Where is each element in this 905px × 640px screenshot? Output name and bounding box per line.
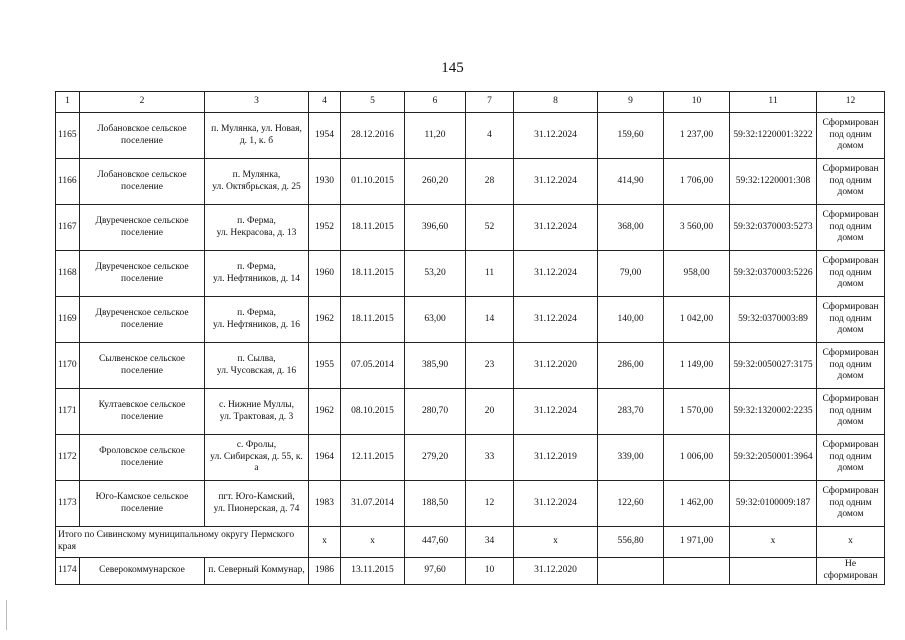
year-cell: 1952 — [309, 205, 341, 251]
row-number: 1172 — [56, 435, 80, 481]
row-number: 1174 — [56, 558, 80, 585]
row-number: 1166 — [56, 159, 80, 205]
area-cell: 280,70 — [405, 389, 466, 435]
value-col9-cell: 414,90 — [598, 159, 664, 205]
cadastral-number-cell: 59:32:1220001:3222 — [730, 113, 817, 159]
column-number: 12 — [817, 92, 885, 113]
cadastral-number-cell: 59:32:1320002:2235 — [730, 389, 817, 435]
address-cell: п. Мулянка, ул. Октябрьская, д. 25 — [205, 159, 309, 205]
date-cell: 13.11.2015 — [341, 558, 405, 585]
address-cell: п. Ферма, ул. Нефтяников, д. 16 — [205, 297, 309, 343]
area-cell: 97,60 — [405, 558, 466, 585]
cadastral-number-cell: 59:32:0370003:89 — [730, 297, 817, 343]
area-cell: 260,20 — [405, 159, 466, 205]
area-cell: 188,50 — [405, 481, 466, 527]
housing-registry-table — [55, 91, 885, 585]
residents-cell: 33 — [466, 435, 514, 481]
date-cell: 18.11.2015 — [341, 251, 405, 297]
value-col10-cell: 958,00 — [664, 251, 730, 297]
date-cell: 18.11.2015 — [341, 297, 405, 343]
residents-cell: 52 — [466, 205, 514, 251]
total-row — [56, 527, 885, 558]
table-row — [56, 389, 885, 435]
settlement-cell: Лобановское сельское поселение — [80, 113, 205, 159]
cadastral-number-cell: 59:32:0100009:187 — [730, 481, 817, 527]
value-col9-cell: 122,60 — [598, 481, 664, 527]
table-row — [56, 251, 885, 297]
address-cell: с. Нижние Муллы, ул. Трактовая, д. 3 — [205, 389, 309, 435]
total-v10-cell: 1 971,00 — [664, 527, 730, 558]
address-cell: п. Ферма, ул. Нефтяников, д. 14 — [205, 251, 309, 297]
value-col10-cell: 1 149,00 — [664, 343, 730, 389]
value-col10-cell: 1 237,00 — [664, 113, 730, 159]
settlement-cell: Двуреченское сельское поселение — [80, 251, 205, 297]
cadastral-number-cell: 59:32:0050027:3175 — [730, 343, 817, 389]
row-number: 1170 — [56, 343, 80, 389]
year-cell: 1930 — [309, 159, 341, 205]
scan-edge-mark — [6, 600, 7, 630]
table-row — [56, 159, 885, 205]
row-number: 1171 — [56, 389, 80, 435]
column-number-row — [56, 92, 885, 113]
total-label: Итого по Сивинскому муниципальному округу Пермского края — [56, 527, 309, 558]
value-col9-cell: 283,70 — [598, 389, 664, 435]
table-row — [56, 481, 885, 527]
column-number: 7 — [466, 92, 514, 113]
value-col10-cell: 1 706,00 — [664, 159, 730, 205]
cadastral-number-cell: 59:32:0370003:5226 — [730, 251, 817, 297]
year-cell: 1964 — [309, 435, 341, 481]
status-cell: Не сформирован — [817, 558, 885, 585]
row-number: 1169 — [56, 297, 80, 343]
total-residents-cell: 34 — [466, 527, 514, 558]
column-number: 6 — [405, 92, 466, 113]
total-year-cell: x — [309, 527, 341, 558]
status-cell: Сформирован под одним домом — [817, 343, 885, 389]
residents-cell: 14 — [466, 297, 514, 343]
residents-cell: 20 — [466, 389, 514, 435]
date-cell: 01.10.2015 — [341, 159, 405, 205]
column-number: 11 — [730, 92, 817, 113]
address-cell: с. Фролы, ул. Сибирская, д. 55, к. а — [205, 435, 309, 481]
status-cell: Сформирован под одним домом — [817, 481, 885, 527]
year-cell: 1962 — [309, 389, 341, 435]
settlement-cell: Фроловское сельское поселение — [80, 435, 205, 481]
deadline-cell: 31.12.2020 — [514, 558, 598, 585]
status-cell: Сформирован под одним домом — [817, 159, 885, 205]
column-number: 3 — [205, 92, 309, 113]
page-number: 145 — [441, 60, 464, 76]
status-cell: Сформирован под одним домом — [817, 389, 885, 435]
value-col10-cell: 1 462,00 — [664, 481, 730, 527]
status-cell: Сформирован под одним домом — [817, 435, 885, 481]
cadastral-number-cell: 59:32:2050001:3964 — [730, 435, 817, 481]
total-date-cell: x — [341, 527, 405, 558]
value-col10-cell: 3 560,00 — [664, 205, 730, 251]
settlement-cell: Двуреченское сельское поселение — [80, 205, 205, 251]
table-row — [56, 435, 885, 481]
row-number: 1167 — [56, 205, 80, 251]
table-row — [56, 297, 885, 343]
value-col9-cell: 140,00 — [598, 297, 664, 343]
status-cell: Сформирован под одним домом — [817, 251, 885, 297]
deadline-cell: 31.12.2024 — [514, 205, 598, 251]
row-number: 1168 — [56, 251, 80, 297]
value-col9-cell — [598, 558, 664, 585]
table-row — [56, 343, 885, 389]
date-cell: 12.11.2015 — [341, 435, 405, 481]
address-cell: пгт. Юго-Камский, ул. Пионерская, д. 74 — [205, 481, 309, 527]
value-col9-cell: 339,00 — [598, 435, 664, 481]
area-cell: 396,60 — [405, 205, 466, 251]
residents-cell: 10 — [466, 558, 514, 585]
column-number: 2 — [80, 92, 205, 113]
total-status-cell: x — [817, 527, 885, 558]
year-cell: 1955 — [309, 343, 341, 389]
value-col9-cell: 79,00 — [598, 251, 664, 297]
column-number: 10 — [664, 92, 730, 113]
table-row — [56, 205, 885, 251]
column-number: 8 — [514, 92, 598, 113]
cadastral-number-cell: 59:32:1220001:308 — [730, 159, 817, 205]
total-deadline-cell: x — [514, 527, 598, 558]
year-cell: 1960 — [309, 251, 341, 297]
total-area-cell: 447,60 — [405, 527, 466, 558]
deadline-cell: 31.12.2024 — [514, 159, 598, 205]
column-number: 5 — [341, 92, 405, 113]
total-cadastral-cell: x — [730, 527, 817, 558]
residents-cell: 4 — [466, 113, 514, 159]
residents-cell: 28 — [466, 159, 514, 205]
deadline-cell: 31.12.2024 — [514, 113, 598, 159]
area-cell: 279,20 — [405, 435, 466, 481]
status-cell: Сформирован под одним домом — [817, 113, 885, 159]
year-cell: 1954 — [309, 113, 341, 159]
column-number: 1 — [56, 92, 80, 113]
address-cell: п. Мулянка, ул. Новая, д. 1, к. б — [205, 113, 309, 159]
value-col10-cell: 1 006,00 — [664, 435, 730, 481]
date-cell: 08.10.2015 — [341, 389, 405, 435]
status-cell: Сформирован под одним домом — [817, 297, 885, 343]
deadline-cell: 31.12.2019 — [514, 435, 598, 481]
cadastral-number-cell: 59:32:0370003:5273 — [730, 205, 817, 251]
settlement-cell: Сылвенское сельское поселение — [80, 343, 205, 389]
residents-cell: 12 — [466, 481, 514, 527]
area-cell: 385,90 — [405, 343, 466, 389]
address-cell: п. Сылва, ул. Чусовская, д. 16 — [205, 343, 309, 389]
date-cell: 18.11.2015 — [341, 205, 405, 251]
area-cell: 63,00 — [405, 297, 466, 343]
residents-cell: 11 — [466, 251, 514, 297]
address-cell: п. Северный Коммунар, — [205, 558, 309, 585]
area-cell: 11,20 — [405, 113, 466, 159]
residents-cell: 23 — [466, 343, 514, 389]
total-v9-cell: 556,80 — [598, 527, 664, 558]
deadline-cell: 31.12.2020 — [514, 343, 598, 389]
deadline-cell: 31.12.2024 — [514, 389, 598, 435]
row-number: 1165 — [56, 113, 80, 159]
year-cell: 1983 — [309, 481, 341, 527]
date-cell: 31.07.2014 — [341, 481, 405, 527]
column-number: 4 — [309, 92, 341, 113]
value-col9-cell: 159,60 — [598, 113, 664, 159]
value-col10-cell: 1 570,00 — [664, 389, 730, 435]
settlement-cell: Култаевское сельское поселение — [80, 389, 205, 435]
year-cell: 1986 — [309, 558, 341, 585]
area-cell: 53,20 — [405, 251, 466, 297]
date-cell: 28.12.2016 — [341, 113, 405, 159]
value-col9-cell: 368,00 — [598, 205, 664, 251]
deadline-cell: 31.12.2024 — [514, 297, 598, 343]
settlement-cell: Лобановское сельское поселение — [80, 159, 205, 205]
value-col10-cell: 1 042,00 — [664, 297, 730, 343]
table-row — [56, 113, 885, 159]
value-col9-cell: 286,00 — [598, 343, 664, 389]
address-cell: п. Ферма, ул. Некрасова, д. 13 — [205, 205, 309, 251]
status-cell: Сформирован под одним домом — [817, 205, 885, 251]
deadline-cell: 31.12.2024 — [514, 251, 598, 297]
settlement-cell: Юго-Камское сельское поселение — [80, 481, 205, 527]
cadastral-number-cell — [730, 558, 817, 585]
date-cell: 07.05.2014 — [341, 343, 405, 389]
column-number: 9 — [598, 92, 664, 113]
deadline-cell: 31.12.2024 — [514, 481, 598, 527]
year-cell: 1962 — [309, 297, 341, 343]
row-number: 1173 — [56, 481, 80, 527]
settlement-cell: Двуреченское сельское поселение — [80, 297, 205, 343]
settlement-cell: Северокоммунарское — [80, 558, 205, 585]
table-row — [56, 558, 885, 585]
value-col10-cell — [664, 558, 730, 585]
